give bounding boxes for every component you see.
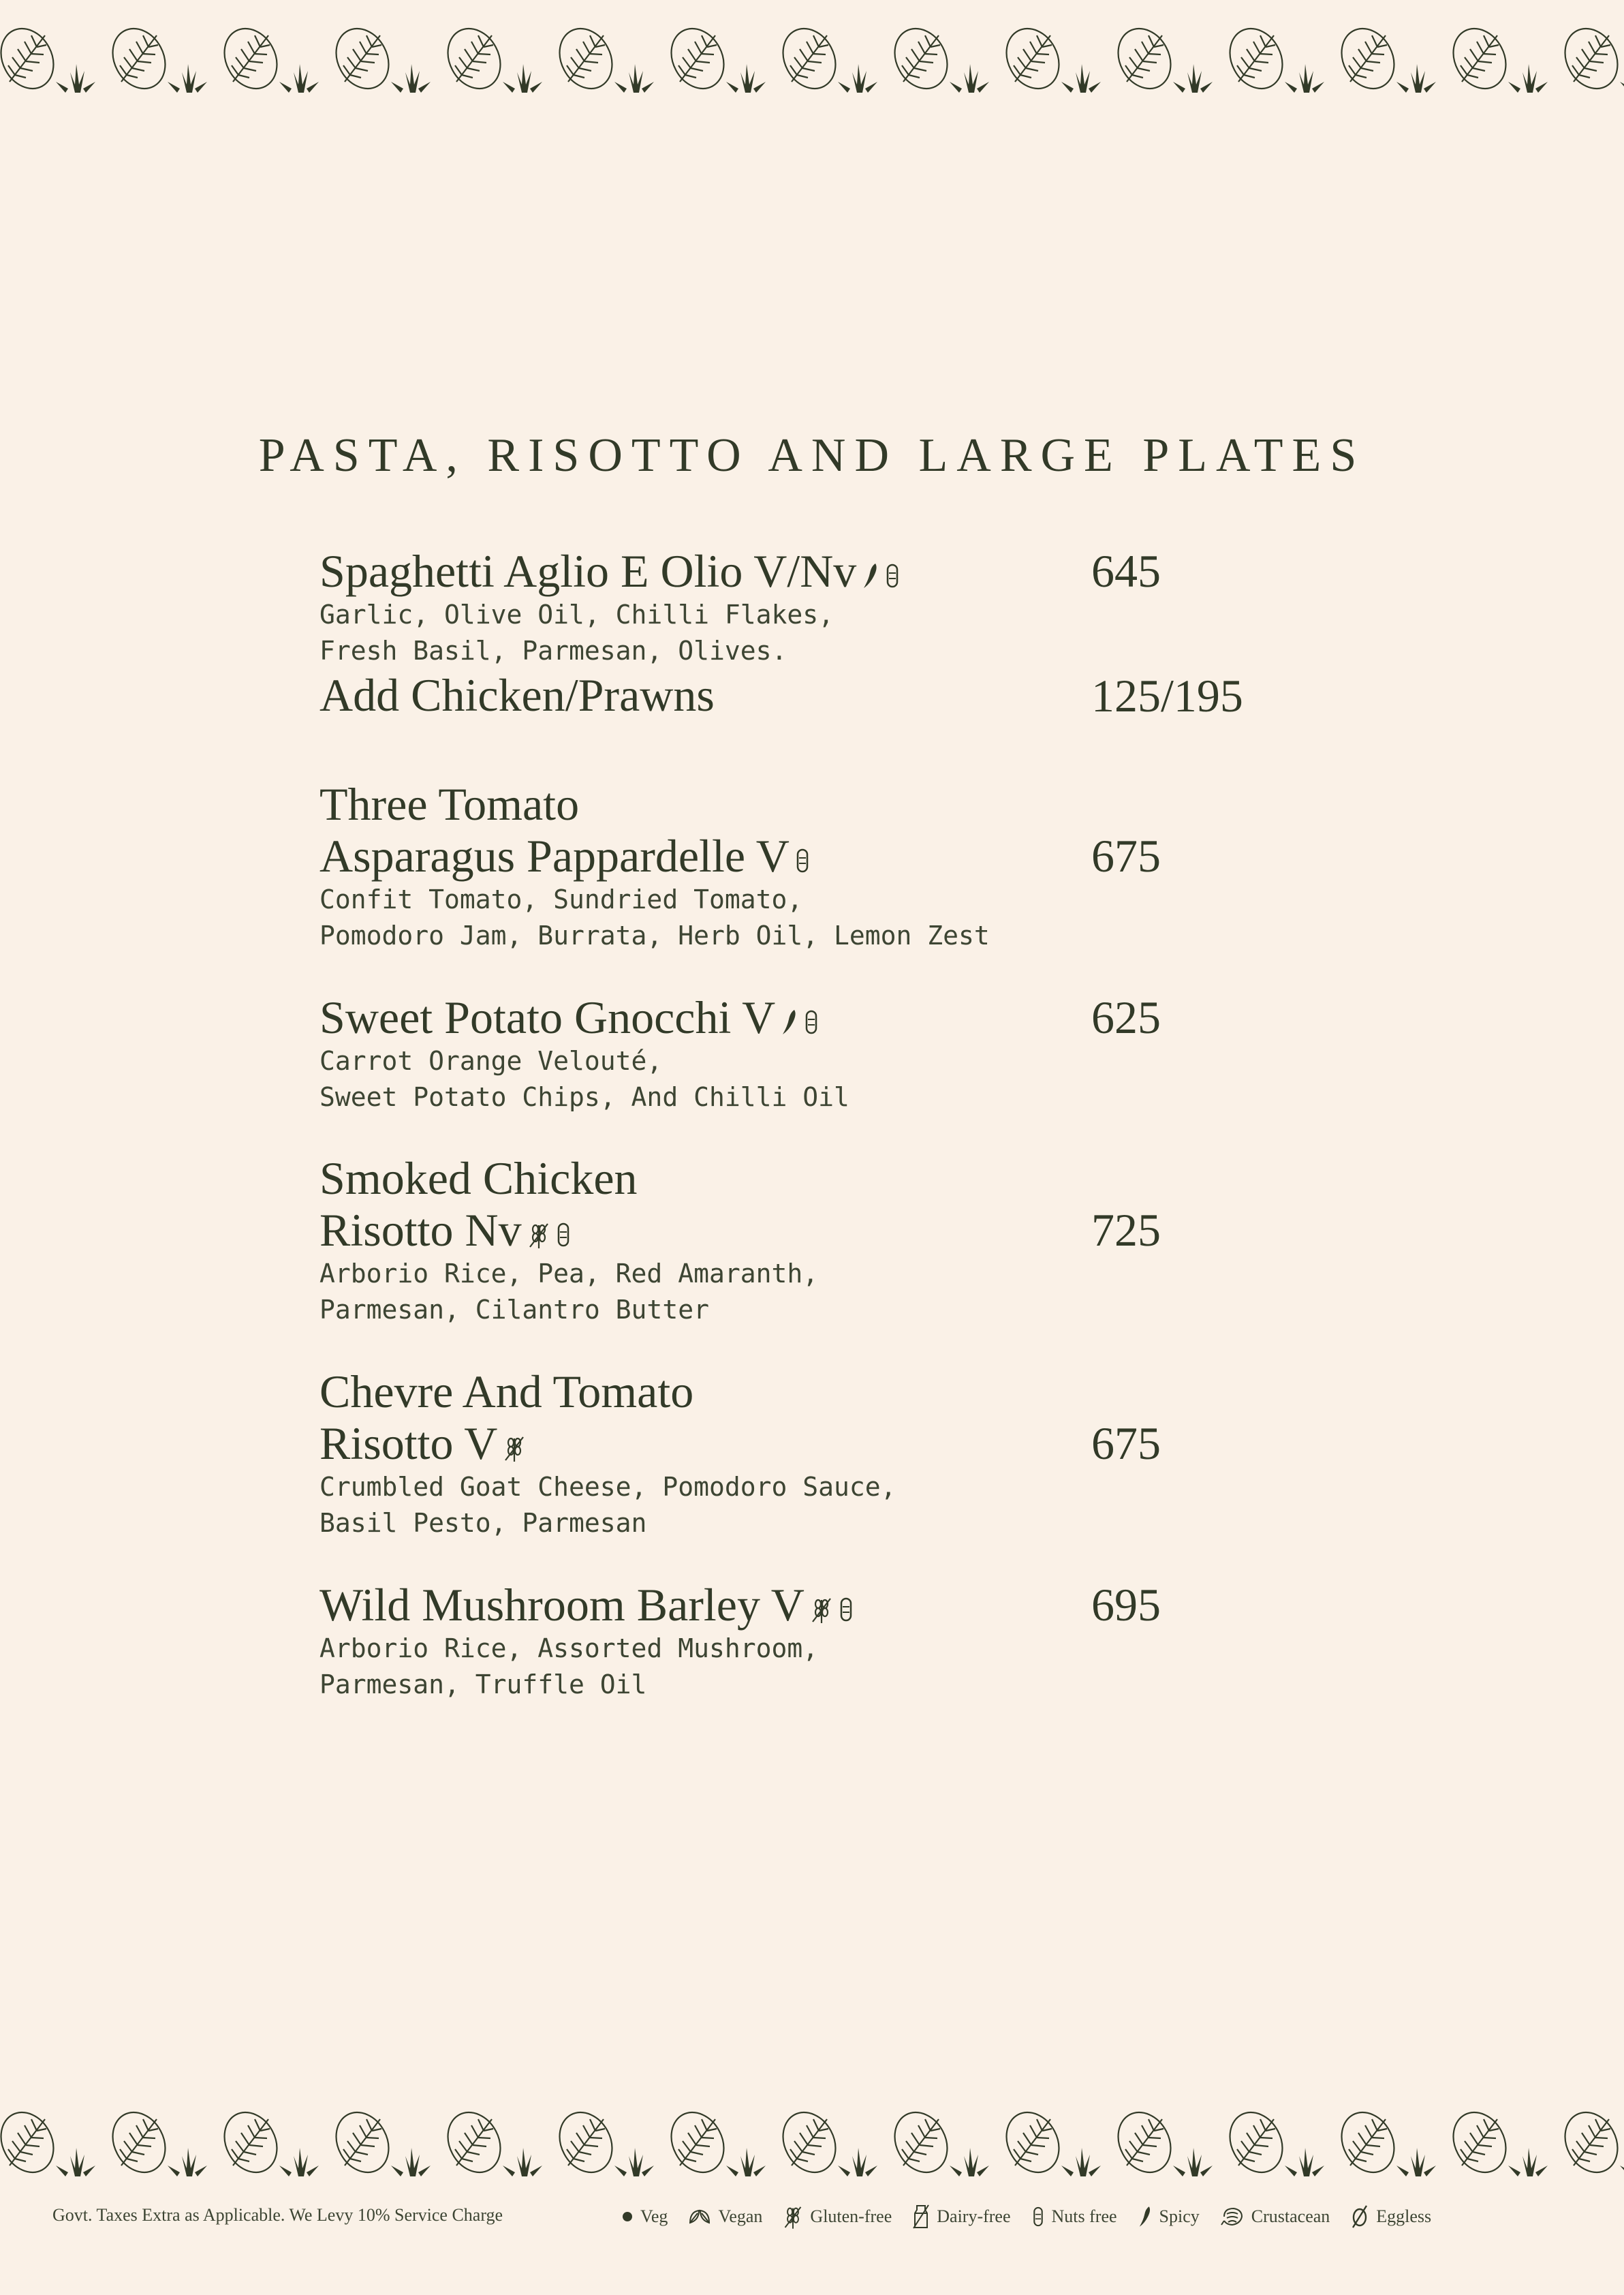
item-description: Arborio Rice, Assorted Mushroom, xyxy=(319,1633,819,1663)
legend-item-nuts-free xyxy=(1031,2204,1117,2229)
legend-label: Nuts free xyxy=(1051,2206,1117,2226)
dietary-legend xyxy=(621,2200,1431,2234)
item-description: Sweet Potato Chips, And Chilli Oil xyxy=(319,1082,849,1112)
gluten-free-icon xyxy=(527,1220,550,1250)
item-price: 675 xyxy=(1091,830,1161,882)
legend-label: Gluten-free xyxy=(810,2206,892,2226)
gluten-free-icon xyxy=(783,2203,803,2230)
bottom-leaf-border xyxy=(0,2108,1624,2181)
nuts-free-icon xyxy=(885,561,900,591)
legend-label: Vegan xyxy=(718,2206,763,2226)
item-description: Parmesan, Truffle Oil xyxy=(319,1669,647,1699)
item-description: Pomodoro Jam, Burrata, Herb Oil, Lemon Zest xyxy=(319,921,990,951)
item-name-line1: Smoked Chicken xyxy=(319,1152,638,1204)
nuts-free-icon xyxy=(795,846,810,876)
addon-price: 125/195 xyxy=(1091,670,1243,722)
item-description: Parmesan, Cilantro Butter xyxy=(319,1295,709,1325)
top-leaf-border xyxy=(0,25,1624,97)
menu-item-gnocchi xyxy=(319,991,1341,1115)
nuts-free-icon xyxy=(556,1220,571,1250)
dairy-free-icon xyxy=(912,2204,930,2230)
legend-label: Crustacean xyxy=(1251,2206,1330,2226)
gluten-free-icon xyxy=(810,1595,833,1624)
item-name: Spaghetti Aglio E Olio V/Nv xyxy=(319,545,1341,597)
legend-label: Dairy-free xyxy=(937,2206,1011,2226)
item-description: Garlic, Olive Oil, Chilli Flakes, xyxy=(319,600,834,630)
legend-item-veg xyxy=(621,2206,668,2227)
legend-label: Veg xyxy=(640,2206,668,2226)
legend-item-gluten-free xyxy=(783,2203,892,2230)
nuts-free-icon xyxy=(804,1007,819,1037)
legend-label: Spicy xyxy=(1159,2206,1200,2226)
gluten-free-icon xyxy=(503,1433,526,1463)
crustacean-icon xyxy=(1220,2206,1245,2228)
item-description: Crumbled Goat Cheese, Pomodoro Sauce, xyxy=(319,1472,896,1502)
menu-item-chicken-risotto xyxy=(319,1152,1341,1328)
item-description: Fresh Basil, Parmesan, Olives. xyxy=(319,636,787,666)
item-name: Wild Mushroom Barley V xyxy=(319,1579,1341,1631)
footer-note: Govt. Taxes Extra as Applicable. We Levy 10% Service Charge xyxy=(52,2205,503,2225)
item-price: 725 xyxy=(1091,1204,1161,1256)
spicy-icon xyxy=(781,1007,798,1037)
menu-item-chevre-risotto xyxy=(319,1366,1341,1541)
nuts-free-icon xyxy=(1031,2204,1045,2229)
veg-icon xyxy=(621,2211,634,2223)
item-name: Risotto Nv xyxy=(319,1204,1341,1256)
addon-name: Add Chicken/Prawns xyxy=(319,669,715,721)
item-name-line1: Three Tomato xyxy=(319,778,580,830)
menu-title: PASTA, RISOTTO AND LARGE PLATES xyxy=(258,429,1366,482)
item-description: Arborio Rice, Pea, Red Amaranth, xyxy=(319,1259,819,1289)
item-name: Risotto V xyxy=(319,1417,1341,1469)
item-description: Basil Pesto, Parmesan xyxy=(319,1508,647,1538)
legend-label: Eggless xyxy=(1376,2206,1432,2226)
legend-item-spicy xyxy=(1138,2204,1200,2229)
item-price: 625 xyxy=(1091,991,1161,1043)
item-name-line1: Chevre And Tomato xyxy=(319,1366,694,1417)
item-description: Carrot Orange Velouté, xyxy=(319,1046,663,1076)
item-price: 675 xyxy=(1091,1417,1161,1469)
item-name: Sweet Potato Gnocchi V xyxy=(319,991,1341,1043)
spicy-icon xyxy=(1138,2204,1153,2229)
nuts-free-icon xyxy=(839,1595,854,1624)
legend-item-crustacean xyxy=(1220,2206,1330,2228)
menu-item-mushroom-barley xyxy=(319,1579,1341,1703)
item-description: Confit Tomato, Sundried Tomato, xyxy=(319,884,803,914)
eggless-icon xyxy=(1350,2204,1369,2229)
item-name: Asparagus Pappardelle V xyxy=(319,830,1341,882)
vegan-icon xyxy=(688,2208,711,2225)
menu-item-pappardelle xyxy=(319,778,1341,954)
legend-item-vegan xyxy=(688,2206,762,2227)
spicy-icon xyxy=(862,561,879,591)
item-price: 645 xyxy=(1091,545,1161,597)
legend-item-eggless xyxy=(1350,2204,1431,2229)
item-price: 695 xyxy=(1091,1579,1161,1631)
legend-item-dairy-free xyxy=(912,2204,1010,2230)
